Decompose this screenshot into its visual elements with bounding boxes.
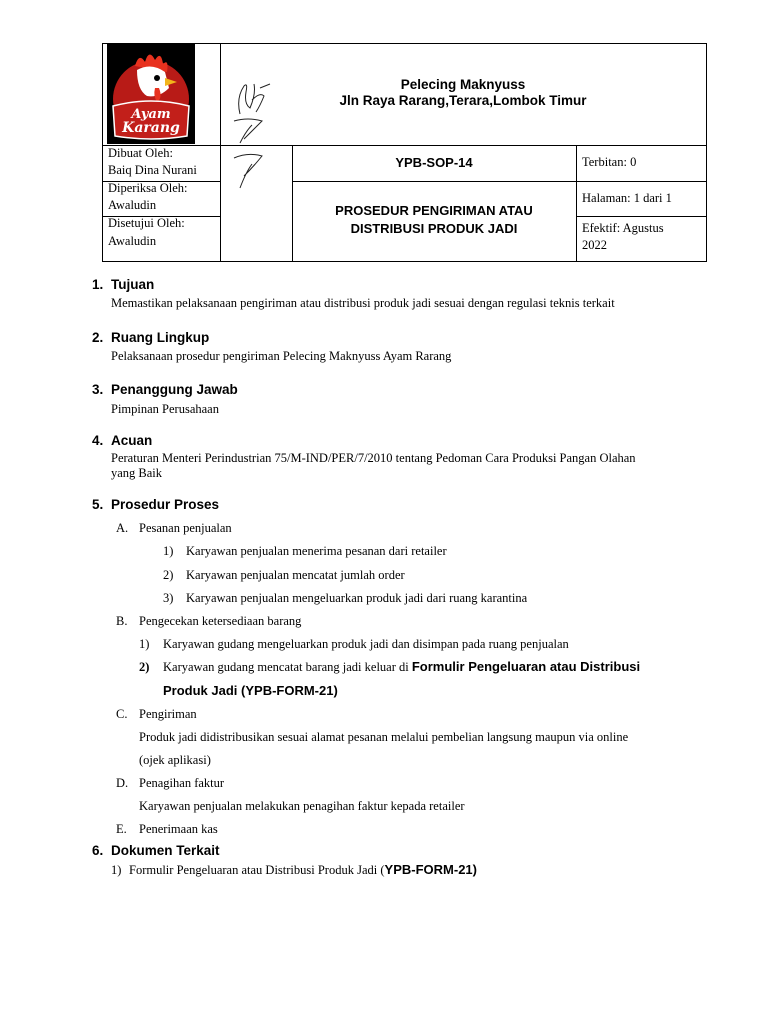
doc-title-line2: DISTRIBUSI PRODUK JADI [350,221,518,236]
list-item-text: Formulir Pengeluaran atau Distribusi Produk Jadi ( [129,863,385,877]
diperiksa-name: Awaludin [108,198,157,212]
section-text-line1: Peraturan Menteri Perindustrian 75/M-IND/PER/7/2010 tentang Pedoman Cara Produksi Pangan Olahan [111,451,636,465]
subsection-letter: B. [116,614,128,628]
form-reference-bold: Produk Jadi (YPB-FORM-21) [163,683,338,698]
logo-text-1: Ayam [131,107,171,122]
subsection-label: Penerimaan kas [139,822,218,836]
disetujui-name: Awaludin [108,234,157,248]
list-item-number: 1) [163,544,174,558]
list-item [129,862,477,878]
efektif-line2: 2022 [582,238,607,252]
subsection-letter: D. [116,776,129,790]
form-reference-bold: YPB-FORM-21) [384,862,477,877]
signature-diperiksa [228,115,268,149]
table-border-bottom [102,261,706,262]
subsection-label: Pengecekan ketersediaan barang [139,614,302,628]
list-item: Karyawan penjualan mengeluarkan produk jadi dari ruang karantina [186,591,528,605]
section-text: Pelaksanaan prosedur pengiriman Pelecing Maknyuss Ayam Rarang [111,349,452,363]
section-title: Tujuan [111,277,155,292]
list-item-number: 1) [111,863,122,877]
subsection-label: Pengiriman [139,707,197,721]
company-logo [107,44,195,144]
subsection-text-line1: Produk jadi didistribusikan sesuai alamat pesanan melalui pembelian langsung maupun via online [139,730,629,744]
doc-code: YPB-SOP-14 [395,155,473,170]
disetujui-label: Disetujui Oleh: [108,216,185,230]
company-address: Jln Raya Rarang,Terara,Lombok Timur [339,93,587,108]
signature-disetujui [228,150,268,192]
list-item: Karyawan penjualan mencatat jumlah order [186,568,405,582]
section-number: 1. [92,277,104,292]
section-number: 6. [92,843,104,858]
section-text-line2: yang Baik [111,466,163,480]
section-number: 4. [92,433,104,448]
section-title: Ruang Lingkup [111,330,210,345]
subsection-letter: A. [116,521,129,535]
section-title: Acuan [111,433,153,448]
subsection-label: Penagihan faktur [139,776,225,790]
efektif-line1: Efektif: Agustus [582,221,664,235]
table-border-right [706,43,707,262]
section-title: Penanggung Jawab [111,382,238,397]
list-item: Karyawan penjualan menerima pesanan dari retailer [186,544,447,558]
doc-title-line1: PROSEDUR PENGIRIMAN ATAU [335,203,533,218]
table-border-row3-right [576,216,706,217]
diperiksa-label: Diperiksa Oleh: [108,181,188,195]
section-number: 5. [92,497,104,512]
section-title: Prosedur Proses [111,497,220,512]
halaman: Halaman: 1 dari 1 [582,191,672,205]
list-item-text: Karyawan gudang mencatat barang jadi keluar di [163,660,412,674]
table-border-row2-right [576,181,706,182]
subsection-label: Pesanan penjualan [139,521,232,535]
section-number: 3. [92,382,104,397]
subsection-letter: E. [116,822,127,836]
company-name: Pelecing Maknyuss [400,77,526,92]
list-item: Karyawan gudang mengeluarkan produk jadi dan disimpan pada ruang penjualan [163,637,569,651]
list-item [163,659,640,675]
section-text: Pimpinan Perusahaan [111,402,219,416]
table-border-col3 [576,145,577,262]
subsection-text-line2: (ojek aplikasi) [139,753,211,767]
form-reference-bold: Formulir Pengeluaran atau Distribusi [411,659,641,674]
subsection-letter: C. [116,707,128,721]
terbitan: Terbitan: 0 [582,155,637,169]
dibuat-name: Baiq Dina Nurani [108,163,197,177]
logo-text-2: Karang [122,120,180,136]
table-border-row1 [102,145,706,146]
list-item-number: 2) [139,660,150,674]
subsection-text: Karyawan penjualan melakukan penagihan faktur kepada retailer [139,799,465,813]
list-item-number: 1) [139,637,150,651]
table-border-row2-mid [292,181,576,182]
list-item-number: 2) [163,568,174,582]
list-item-number: 3) [163,591,174,605]
dibuat-label: Dibuat Oleh: [108,146,173,160]
section-title: Dokumen Terkait [111,843,220,858]
table-border-left [102,43,103,262]
section-number: 2. [92,330,104,345]
signature-dibuat [230,78,280,118]
section-text: Memastikan pelaksanaan pengiriman atau distribusi produk jadi sesuai dengan regulasi teknis terkait [111,296,615,310]
